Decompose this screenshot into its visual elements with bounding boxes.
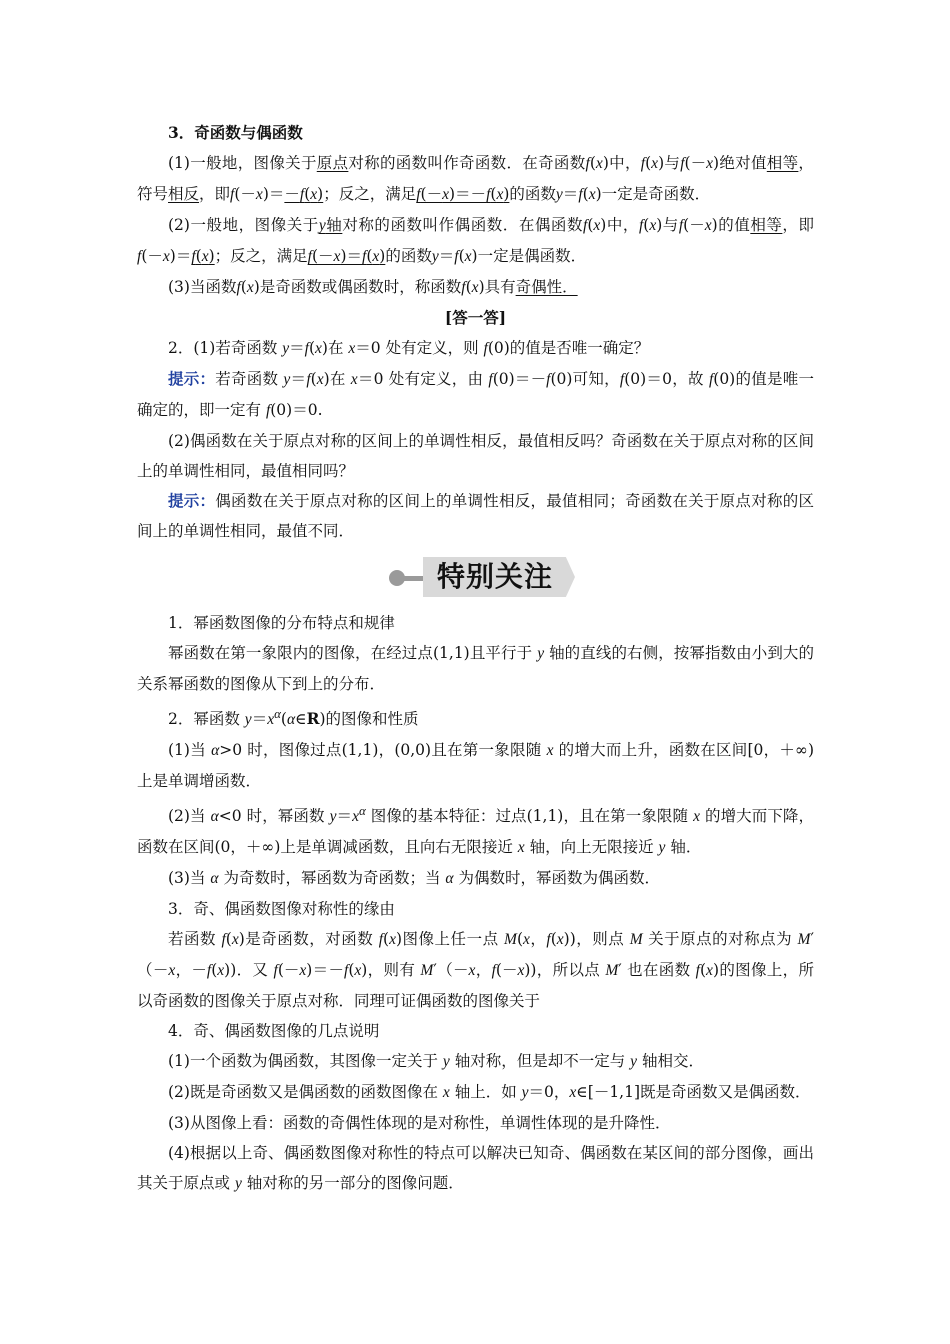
focus-paragraph-3: (2)当 α<0 时，幂函数 $y=x^\alpha$ 图像的基本特征：过点(1,1)，且在第一象限随 x 的增大而下降，函数在区间(0，＋∞)上是单调减函数，且向右无限接近 x 轴，向上无限接近 y 轴． bbox=[137, 803, 814, 857]
hint-label: 提示： bbox=[168, 491, 216, 510]
even-function-definition: (2)一般地，图像关于y轴对称的函数叫作偶函数．在偶函数f(x)中，f(x)与f(－x)的值相等，即f(－x)＝f(x)；反之，满足f(－x)＝f(x)的函数y＝f(x)一定是偶函数． bbox=[137, 216, 814, 265]
banner-label: 特别关注 bbox=[437, 560, 554, 593]
answer-2: 提示：偶函数在关于原点对称的区间上的单调性相反，最值相同；奇函数在关于原点对称的区间上的单调性相同，最值不同． bbox=[137, 491, 814, 540]
focus-paragraph-7: (2)既是奇函数又是偶函数的函数图像在 x 轴上．如 y＝0，x∈[－1,1]既是奇函数又是偶函数． bbox=[168, 1083, 811, 1102]
page-content bbox=[137, 118, 814, 1199]
focus-title-2: 2．幂函数 $y=x^\alpha(\alpha\in R)$的图像和性质 bbox=[168, 706, 419, 729]
banner-line bbox=[399, 576, 427, 581]
question-2: (2)偶函数在关于原点对称的区间上的单调性相反，最值相反吗？奇函数在关于原点对称的区间上的单调性相同，最值相同吗？ bbox=[137, 432, 814, 480]
focus-paragraph-8: (3)从图像上看：函数的奇偶性体现的是对称性，单调性体现的是升降性． bbox=[168, 1114, 671, 1133]
focus-paragraph-9: (4)根据以上奇、偶函数图像对称性的特点可以解决已知奇、偶函数在某区间的部分图像，画出其关于原点或 y 轴对称的另一部分的图像问题． bbox=[137, 1144, 814, 1193]
focus-paragraph-6: (1)一个函数为偶函数，其图像一定关于 y 轴对称，但是却不一定与 y 轴相交． bbox=[168, 1052, 704, 1071]
focus-paragraph-5: 若函数 f(x)是奇函数，对函数 f(x)图像上任一点 M(x，f(x))，则点 M 关于原点的对称点为 M′（－x，－f(x))．又 f(－x)＝－f(x)，则有 M′（－x，f(－x))，所以点 M′ 也在函数 f(x)的图像上，所以奇函数的图像关于原点对称．同理可证偶函数的图像关于 bbox=[137, 930, 814, 1011]
section-title-odd-even: 3．奇函数与偶函数 bbox=[168, 123, 303, 142]
hint-label: 提示： bbox=[168, 369, 216, 388]
question-1: 2．(1)若奇函数 y＝f(x)在 x＝0 处有定义，则 f(0)的值是否唯一确定？ bbox=[168, 339, 650, 357]
parity-definition: (3)当函数f(x)是奇函数或偶函数时，称函数f(x)具有奇偶性． bbox=[168, 278, 578, 296]
special-focus-banner bbox=[137, 554, 814, 604]
qa-heading: [答一答] bbox=[444, 308, 507, 327]
focus-paragraph-1: 幂函数在第一象限内的图像，在经过点(1,1)且平行于 y 轴的直线的右侧，按幂指数由小到大的关系幂函数的图像从下到上的分布． bbox=[137, 644, 814, 693]
answer-1: 提示：若奇函数 y＝f(x)在 x＝0 处有定义，由 f(0)＝－f(0)可知，f(0)＝0，故 f(0)的值是唯一确定的，即一定有 f(0)＝0. bbox=[137, 369, 814, 419]
focus-paragraph-4: (3)当 α 为奇数时，幂函数为奇函数；当 α 为偶数时，幂函数为偶函数． bbox=[168, 869, 660, 888]
focus-title-3: 3．奇、偶函数图像对称性的缘由 bbox=[168, 900, 395, 919]
odd-function-definition: (1)一般地，图像关于原点对称的函数叫作奇函数．在奇函数f(x)中，f(x)与f(－x)绝对值相等，符号相反，即f(－x)＝－f(x)；反之，满足f(－x)＝－f(x)的函数y＝f(x)一定是奇函数． bbox=[137, 154, 814, 203]
focus-title-4: 4．奇、偶函数图像的几点说明 bbox=[168, 1022, 380, 1041]
focus-paragraph-2: (1)当 α>0 时，图像过点(1,1)，(0,0)且在第一象限随 x 的增大而上升，函数在区间[0，＋∞)上是单调增函数． bbox=[137, 741, 815, 791]
focus-title-1: 1．幂函数图像的分布特点和规律 bbox=[168, 614, 395, 632]
